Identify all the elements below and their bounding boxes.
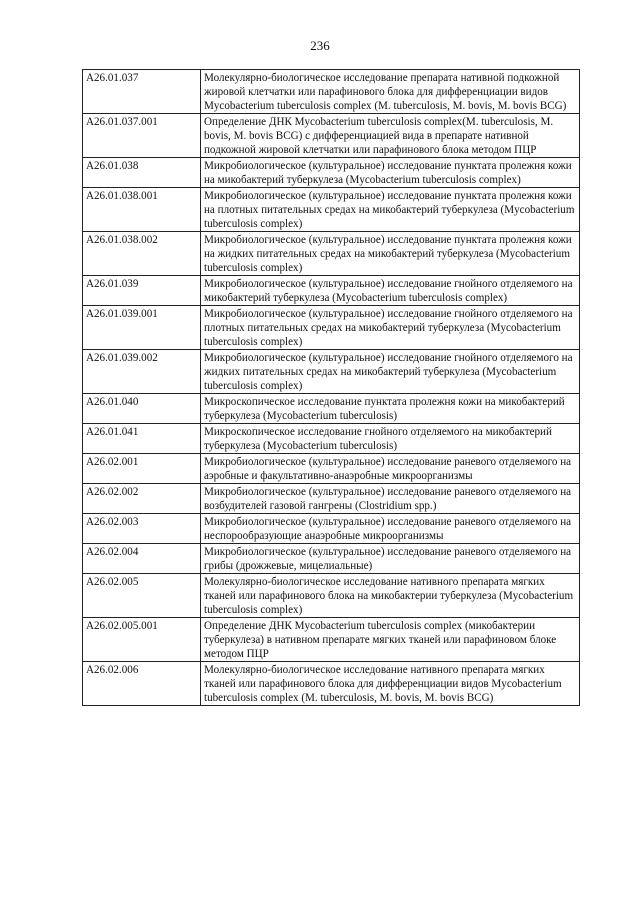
service-description: Определение ДНК Mycobacterium tuberculosis complex (микобактерии туберкулеза) в нативном препарате мягких тканей или парафиновом блоке методом ПЦР — [201, 618, 580, 662]
service-code: A26.01.038.002 — [83, 232, 201, 276]
table-row — [83, 232, 580, 276]
service-code: A26.01.037 — [83, 70, 201, 114]
table-row — [83, 618, 580, 662]
table-row — [83, 350, 580, 394]
service-description: Определение ДНК Mycobacterium tuberculosis complex(M. tuberculosis, M. bovis, M. bovis BCG) с дифференциацией вида в препарате нативной подкожной жировой клетчатки или парафинового блока методом ПЦР — [201, 114, 580, 158]
service-code: A26.02.001 — [83, 454, 201, 484]
service-description: Микробиологическое (культуральное) исследование раневого отделяемого на неспорообразующие анаэробные микроорганизмы — [201, 514, 580, 544]
service-code: A26.02.005.001 — [83, 618, 201, 662]
service-code: A26.01.039 — [83, 276, 201, 306]
service-description: Микробиологическое (культуральное) исследование пунктата пролежня кожи на жидких питательных средах на микобактерий туберкулеза (Mycobacterium tuberculosis complex) — [201, 232, 580, 276]
service-description: Микробиологическое (культуральное) исследование раневого отделяемого на возбудителей газовой гангрены (Clostridium spp.) — [201, 484, 580, 514]
service-description: Микробиологическое (культуральное) исследование гнойного отделяемого на плотных питательных средах на микобактерий туберкулеза (Mycobacterium tuberculosis complex) — [201, 306, 580, 350]
service-description: Микробиологическое (культуральное) исследование гнойного отделяемого на микобактерий туберкулеза (Mycobacterium tuberculosis complex) — [201, 276, 580, 306]
service-description: Молекулярно-биологическое исследование нативного препарата мягких тканей или парафинового блока на микобактерии туберкулеза (Mycobacterium tuberculosis complex) — [201, 574, 580, 618]
table-row — [83, 662, 580, 706]
service-description: Молекулярно-биологическое исследование нативного препарата мягких тканей или парафинового блока для дифференциации видов Mycobacterium tuberculosis complex (M. tuberculosis, M. bovis, M. bovis BCG) — [201, 662, 580, 706]
table-row — [83, 484, 580, 514]
table-row — [83, 544, 580, 574]
service-description: Микробиологическое (культуральное) исследование пунктата пролежня кожи на микобактерий туберкулеза (Mycobacterium tuberculosis complex) — [201, 158, 580, 188]
service-description: Молекулярно-биологическое исследование препарата нативной подкожной жировой клетчатки или парафинового блока для дифференциации видов Mycobacterium tuberculosis complex (M. tuberculosis, M. bovis, M. bovis BCG) — [201, 70, 580, 114]
table-row — [83, 188, 580, 232]
table-row — [83, 514, 580, 544]
table-row — [83, 70, 580, 114]
table-row — [83, 306, 580, 350]
service-code: A26.01.037.001 — [83, 114, 201, 158]
service-code: A26.02.002 — [83, 484, 201, 514]
service-code: A26.01.039.002 — [83, 350, 201, 394]
table-row — [83, 424, 580, 454]
service-code: A26.02.005 — [83, 574, 201, 618]
service-description: Микроскопическое исследование пунктата пролежня кожи на микобактерий туберкулеза (Mycobacterium tuberculosis) — [201, 394, 580, 424]
page-number: 236 — [310, 38, 330, 53]
table-row — [83, 114, 580, 158]
service-code: A26.02.006 — [83, 662, 201, 706]
service-code: A26.01.039.001 — [83, 306, 201, 350]
table-row — [83, 574, 580, 618]
services-table-body — [83, 70, 580, 706]
service-code: A26.01.040 — [83, 394, 201, 424]
table-row — [83, 454, 580, 484]
service-description: Микробиологическое (культуральное) исследование пунктата пролежня кожи на плотных питательных средах на микобактерий туберкулеза (Mycobacterium tuberculosis complex) — [201, 188, 580, 232]
service-description: Микробиологическое (культуральное) исследование раневого отделяемого на аэробные и факультативно-анаэробные микроорганизмы — [201, 454, 580, 484]
service-description: Микроскопическое исследование гнойного отделяемого на микобактерий туберкулеза (Mycobacterium tuberculosis) — [201, 424, 580, 454]
table-row — [83, 276, 580, 306]
services-table — [82, 69, 580, 706]
service-code: A26.01.038 — [83, 158, 201, 188]
service-code: A26.01.041 — [83, 424, 201, 454]
service-code: A26.01.038.001 — [83, 188, 201, 232]
table-row — [83, 394, 580, 424]
service-code: A26.02.004 — [83, 544, 201, 574]
service-description: Микробиологическое (культуральное) исследование раневого отделяемого на грибы (дрожжевые, мицелиальные) — [201, 544, 580, 574]
table-row — [83, 158, 580, 188]
service-description: Микробиологическое (культуральное) исследование гнойного отделяемого на жидких питательных средах на микобактерий туберкулеза (Mycobacterium tuberculosis complex) — [201, 350, 580, 394]
service-code: A26.02.003 — [83, 514, 201, 544]
